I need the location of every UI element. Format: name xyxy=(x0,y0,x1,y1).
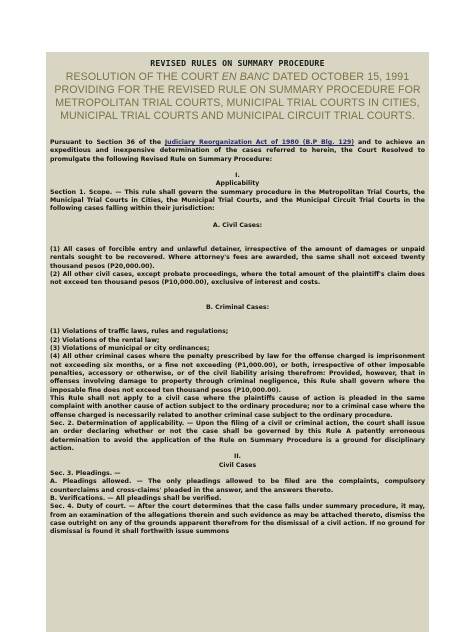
part1-heading: Applicability xyxy=(215,180,260,188)
subtitle-part2: DATED OCTOBER 15, 1991 PROVIDING FOR THE REVISED RULE ON SUMMARY PROCEDURE FOR METROPOLITAN TRIAL COURTS, MUNICIPAL TRIAL COURTS IN CITIES, MUNICIPAL TRIAL COURTS AND MUNICIPAL CIRCUIT TRIAL COURTS. xyxy=(54,71,421,122)
criminal-cases-heading: B. Criminal Cases: xyxy=(205,303,270,311)
intro-suffix: and to achieve an expeditious and inexpensive determination of the cases referred to herein, the Court Resolved to promulgate the following Revised Rule on Summary Procedure: xyxy=(50,139,425,163)
civil-item-2: (2) All other civil cases, except probate proceedings, where the total amount of the plaintiff's claim does not exceed ten thousand pesos (P10,000.00), exclusive of interest and costs. xyxy=(50,271,425,287)
section-3b: B. Verifications. — All pleadings shall be verified. xyxy=(50,495,222,503)
criminal-item-2: (2) Violations of the rental law; xyxy=(50,336,160,344)
section-3a: A. Pleadings allowed. — The only pleadings allowed to be filed are the complaints, compulsory counterclaims and cross-claims' pleaded in the answer, and the answers thereto. xyxy=(50,478,425,494)
document-subtitle xyxy=(52,71,423,123)
subtitle-italic: EN BANC xyxy=(221,71,270,83)
section-2: Sec. 2. Determination of applicability. — Upon the filing of a civil or criminal action, the court shall issue an order declaring whether or not the case shall be governed by this Rule A patently erroneous determination to avoid the application of the Rule on Summary Procedure is a ground for disciplinary action. xyxy=(50,419,425,452)
section-1: Section 1. Scope. — This rule shall govern the summary procedure in the Metropolitan Trial Courts, the Municipal Trial Courts in Cities, the Municipal Trial Courts, and the Municipal Circuit Trial Courts in the following cases falling within their jurisdiction: xyxy=(50,188,425,213)
part1-numeral: I. xyxy=(235,172,240,180)
document-title: REVISED RULES ON SUMMARY PROCEDURE xyxy=(150,58,325,68)
judiciary-act-link[interactable]: Judiciary Reorganization Act of 1980 (B.P Blg. 129) xyxy=(164,139,355,146)
civil-cases-heading: A. Civil Cases: xyxy=(212,221,263,229)
part2-numeral: II. xyxy=(234,453,241,461)
subtitle-part1: RESOLUTION OF THE COURT xyxy=(65,71,222,83)
document-body xyxy=(46,123,429,537)
section-3: Sec. 3. Pleadings. — xyxy=(50,470,121,477)
criminal-item-1: (1) Violations of traffic laws, rules and regulations; xyxy=(50,328,229,336)
intro-paragraph xyxy=(50,139,425,164)
rule-note: This Rule shall not apply to a civil case where the plaintiffs cause of action is pleaded in the same complaint with another cause of action subject to the ordinary procedure; nor to a criminal case where the offense charged is necessarily related to another criminal case subject to the ordinary procedure. xyxy=(50,394,425,419)
part2-heading: Civil Cases xyxy=(218,461,257,469)
criminal-item-4: (4) All other criminal cases where the penalty prescribed by law for the offense charged is imprisonment not exceeding six months, or a fine not exceeding (P1,000.00), or both, irrespective of other imposable penalties, accessory or otherwise, or of the civil liability arising therefrom: Provided, however, that in offenses involving damage to property through criminal negligence, this Rule shall govern where the imposable fine does not exceed ten thousand pesos (P10,000.00). xyxy=(50,353,425,394)
document-page xyxy=(46,52,429,632)
section-4: Sec. 4. Duty of court. — After the court determines that the case falls under summary procedure, it may, from an examination of the allegations therein and such evidence as may be attached thereto, dismiss the case outright on any of the grounds apparent therefrom for the dismissal of a civil action. If no ground for dismissal is found it shall forthwith issue summons xyxy=(50,503,425,536)
criminal-item-3: (3) Violations of municipal or city ordinances; xyxy=(50,344,210,352)
intro-prefix: Pursuant to Section 36 of the xyxy=(50,139,165,146)
civil-item-1: (1) All cases of forcible entry and unlawful detainer, irrespective of the amount of damages or unpaid rentals sought to be recovered. Where attorney's fees are awarded, the same shall not exceed twenty thousand pesos (P20,000.00). xyxy=(50,246,425,270)
